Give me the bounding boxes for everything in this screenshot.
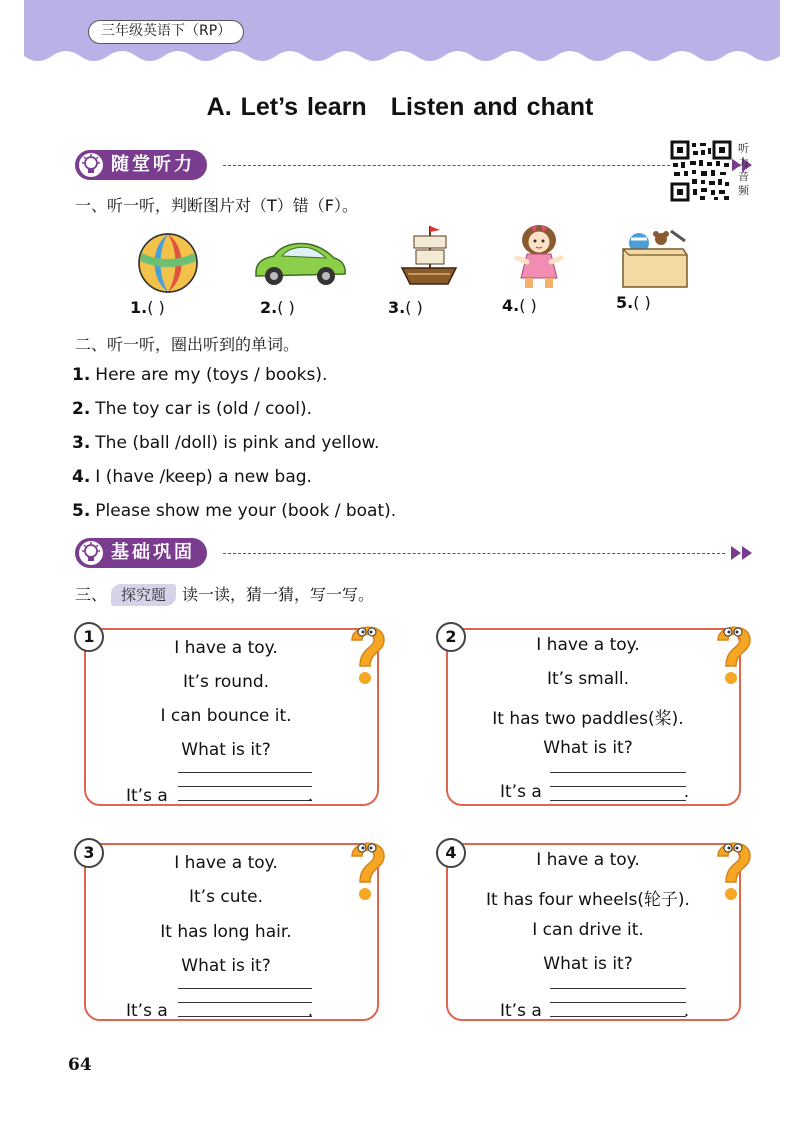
picture-label: 1.( ) [130,298,165,317]
answer-line[interactable] [550,772,686,773]
riddle-line: It has long hair. [160,922,292,942]
sentence-item: 4. I (have /keep) a new bag. [72,467,312,487]
question-mark-icon [346,618,390,688]
question-mark-icon [712,618,756,688]
toy-box-picture [621,227,691,289]
picture-label: 3.( ) [388,298,423,317]
riddle-line: It’s cute. [189,887,263,907]
dashed-divider [223,553,725,554]
riddle-card-2 [446,628,741,806]
answer-line[interactable] [178,772,312,773]
sentence-item: 2. The toy car is (old / cool). [72,399,312,419]
riddle-line: I have a toy. [536,635,640,655]
sentence-item: 5. Please show me your (book / boat). [72,501,397,521]
q2-instruction: 二、听一听，圈出听到的单词。 [75,335,300,354]
boat-picture [400,222,458,290]
doll-picture [511,222,567,290]
dashed-divider [223,165,725,166]
qr-code-icon[interactable] [670,140,732,202]
answer-row: It’s a . [126,1001,314,1021]
riddle-line: What is it? [181,956,271,976]
riddle-card-1 [84,628,379,806]
q3-instruction: 三、 探究题 读一读，猜一猜，写一写。 [75,585,375,604]
picture-label: 2.( ) [260,298,295,317]
picture-label: 5.( ) [616,293,651,312]
riddle-line: It has four wheels(轮子). [486,890,690,910]
lesson-title [0,93,800,122]
car-picture [250,238,348,288]
lightbulb-icon [79,541,103,565]
lesson-title-part2: Listen and chant [390,93,594,121]
question-mark-icon [712,834,756,904]
lesson-title-part1: A. Let’s learn [206,93,367,121]
card-number: 3 [74,838,104,868]
answer-line[interactable] [550,988,686,989]
riddle-line: I have a toy. [536,850,640,870]
answer-row: It’s a . [500,782,690,802]
explore-tag: 探究题 [111,584,176,606]
q1-instruction: 一、听一听，判断图片对（T）错（F）。 [75,196,358,215]
section-banner-listening [75,150,755,180]
lightbulb-icon [79,153,103,177]
card-number: 1 [74,622,104,652]
riddle-line: It’s round. [182,672,270,692]
double-arrow-icon [727,544,755,562]
riddle-card-4 [446,843,741,1021]
riddle-line: I have a toy. [174,638,278,658]
page-number: 64 [68,1055,92,1075]
riddle-line: It has two paddles(桨). [492,709,684,729]
picture-label: 4.( ) [502,296,537,315]
riddle-line: What is it? [543,738,633,758]
ball-picture [136,231,200,295]
riddle-line: I can bounce it. [160,706,292,726]
answer-line[interactable] [178,988,312,989]
section-label: 基础巩固 [75,538,207,568]
riddle-line: What is it? [181,740,271,760]
question-mark-icon [346,834,390,904]
riddle-line: It’s small. [546,669,630,689]
riddle-card-3 [84,843,379,1021]
sentence-item: 3. The (ball /doll) is pink and yellow. [72,433,380,453]
header-band [18,0,780,70]
qr-label: 听力音频 [738,142,749,197]
section-banner-basics [75,538,755,568]
answer-row: It’s a . [126,786,314,806]
riddle-line: What is it? [543,954,633,974]
section-label: 随堂听力 [75,150,207,180]
riddle-line: I have a toy. [174,853,278,873]
card-number: 2 [436,622,466,652]
book-label: 三年级英语下（RP） [88,20,244,44]
card-number: 4 [436,838,466,868]
answer-row: It’s a . [500,1001,690,1021]
sentence-item: 1. Here are my (toys / books). [72,365,328,385]
riddle-line: I can drive it. [532,920,644,940]
